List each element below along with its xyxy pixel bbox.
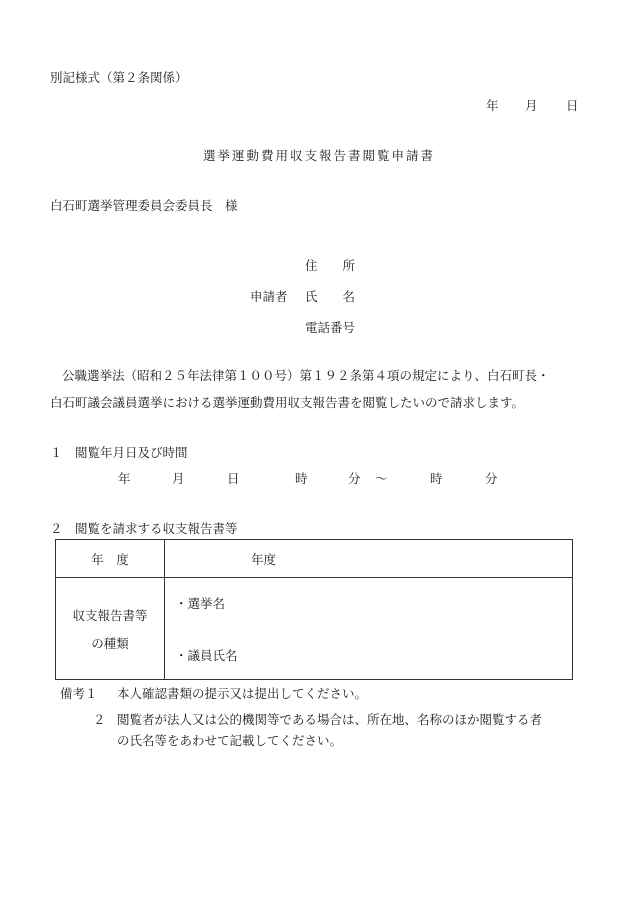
fiscal-year-row [56,540,573,578]
view-hour-start: 時 [295,471,308,486]
view-month: 月 [172,471,185,486]
addressee: 白石町選挙管理委員会委員長 様 [50,198,238,213]
report-type-label-line1: 収支報告書等 [72,607,148,623]
view-hour-end: 時 [430,471,443,486]
date-month: 月 [525,98,538,113]
body-line-2: 白石町議会議員選挙における選挙運動費用収支報告書を閲覧したいので請求します。 [50,395,525,410]
body-line-1: 公職選挙法（昭和２５年法律第１００号）第１９２条第４項の規定により、白石町長・ [62,368,550,383]
note-2-number: ２ [93,712,106,727]
note-2-line2: の氏名等をあわせて記載してください。 [117,733,343,748]
report-type-label [56,578,165,680]
name-label: 氏 名 [305,289,356,304]
report-type-row [56,578,573,680]
address-label: 住 所 [305,258,356,273]
member-name-item: ・議員氏名 [175,648,238,663]
note-1: 本人確認書類の提示又は提出してください。 [117,686,368,701]
date-day: 日 [566,98,579,113]
fiscal-year-label: 年 度 [56,540,165,578]
note-2-line1: 閲覧者が法人又は公的機関等である場合は、所在地、名称のほか閲覧する者 [117,712,543,727]
phone-label: 電話番号 [305,320,356,335]
report-type-label-line2: の種類 [91,635,129,651]
document-title: 選挙運動費用収支報告書閲覧申請書 [203,148,436,163]
report-table [55,539,573,680]
election-name-item: ・選挙名 [175,596,226,611]
tilde-separator: ～ [375,471,388,486]
fiscal-year-value[interactable]: 年度 [165,540,573,578]
note-prefix: 備考１ [60,686,98,701]
view-year: 年 [118,471,131,486]
section2-heading: ２ 閲覧を請求する収支報告書等 [50,521,238,536]
section1-heading: １ 閲覧年月日及び時間 [50,445,188,460]
view-minute-end: 分 [485,471,498,486]
report-type-value[interactable] [165,578,573,680]
view-day: 日 [227,471,240,486]
date-year: 年 [486,98,499,113]
form-reference: 別記様式（第２条関係） [50,70,188,85]
view-minute-start: 分 [348,471,361,486]
applicant-label: 申請者 [250,289,288,304]
